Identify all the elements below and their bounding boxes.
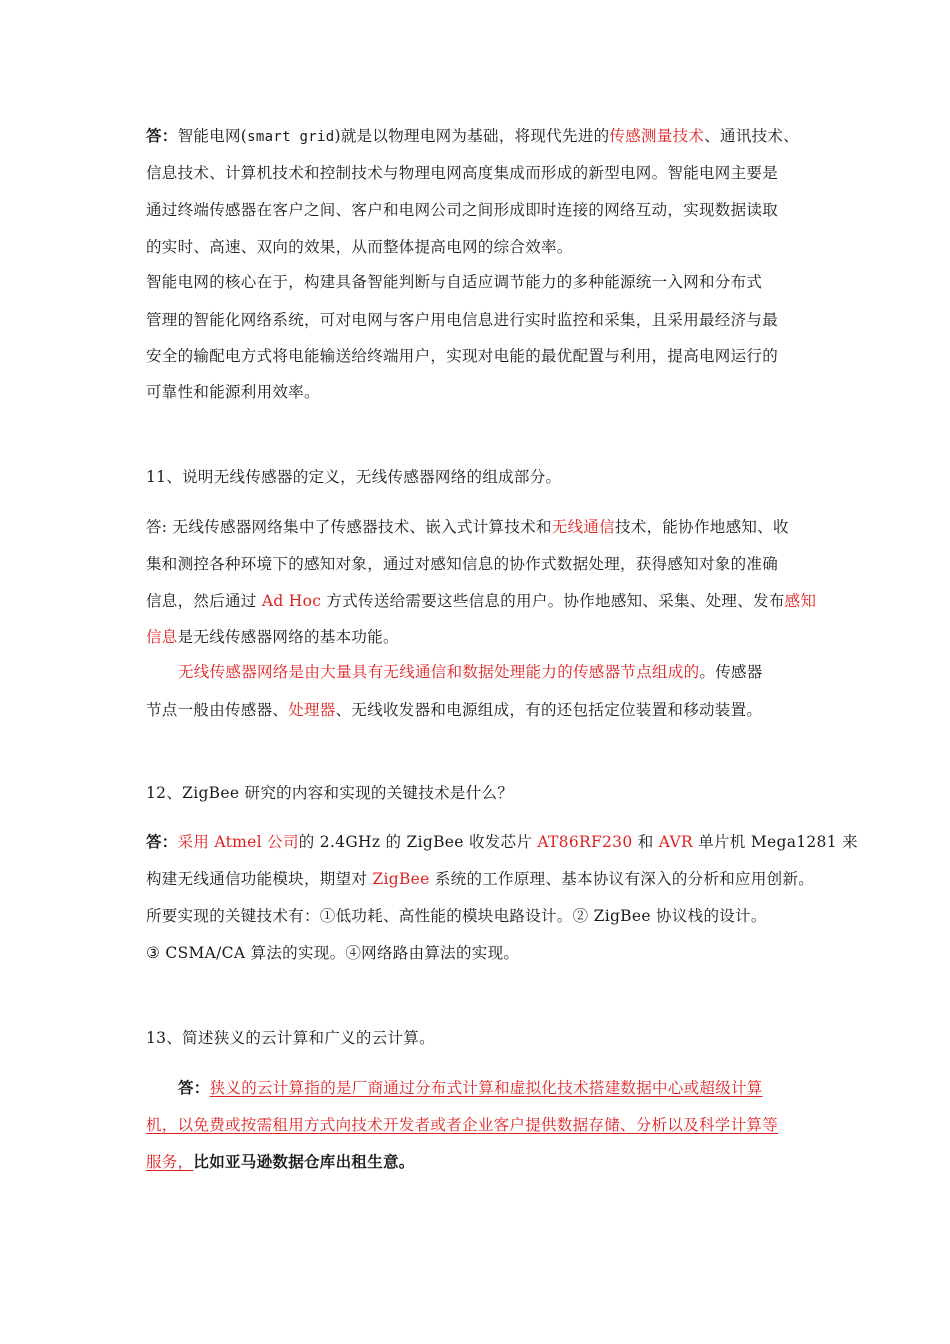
answer-10-line-4: 的实时、高速、双向的效果，从而整体提高电网的综合效率。 bbox=[146, 238, 573, 256]
answer-11-line-6: 节点一般由传感器、处理器、无线收发器和电源组成，有的还包括定位装置和移动装置。 bbox=[146, 701, 763, 719]
answer-13-line-3: 服务，比如亚马逊数据仓库出租生意。 bbox=[146, 1152, 415, 1171]
question-11: 11、说明无线传感器的定义，无线传感器网络的组成部分。 bbox=[146, 468, 562, 486]
answer-11-line-4: 信息是无线传感器网络的基本功能。 bbox=[146, 628, 399, 646]
answer-13-line-2: 机，以免费或按需租用方式向技术开发者或者企业客户提供数据存储、分析以及科学计算等 bbox=[146, 1116, 779, 1134]
answer-11-line-2: 集和测控各种环境下的感知对象，通过对感知信息的协作式数据处理，获得感知对象的准确 bbox=[146, 555, 779, 573]
answer-label: 答： bbox=[146, 832, 178, 851]
answer-12-line-3: 所要实现的关键技术有：①低功耗、高性能的模块电路设计。② ZigBee 协议栈的设计。 bbox=[146, 907, 767, 925]
answer-label: 答： bbox=[146, 126, 178, 145]
answer-11-line-1: 答: 无线传感器网络集中了传感器技术、嵌入式计算技术和无线通信技术，能协作地感知、收 bbox=[146, 518, 789, 536]
question-13: 13、简述狭义的云计算和广义的云计算。 bbox=[146, 1029, 435, 1047]
highlight-term: 传感测量技术 bbox=[609, 127, 705, 145]
answer-10-line-7: 安全的输配电方式将电能输送给终端用户，实现对电能的最优配置与利用，提高电网运行的 bbox=[146, 347, 779, 365]
answer-10-line-3: 通过终端传感器在客户之间、客户和电网公司之间形成即时连接的网络互动，实现数据读取 bbox=[146, 201, 779, 219]
answer-10-line-2: 信息技术、计算机技术和控制技术与物理电网高度集成而形成的新型电网。智能电网主要是 bbox=[146, 164, 779, 182]
answer-10-line-1: 答：智能电网(smart grid)就是以物理电网为基础，将现代先进的传感测量技术、通讯技术、 bbox=[146, 126, 800, 145]
answer-12-line-2: 构建无线通信功能模块，期望对 ZigBee 系统的工作原理、基本协议有深入的分析和应用创新。 bbox=[146, 870, 815, 888]
question-12: 12、ZigBee 研究的内容和实现的关键技术是什么？ bbox=[146, 784, 514, 802]
answer-12-line-4: ③ CSMA/CA 算法的实现。④网络路由算法的实现。 bbox=[146, 944, 520, 962]
answer-13-line-1: 答：狭义的云计算指的是厂商通过分布式计算和虚拟化技术搭建数据中心或超级计算 bbox=[178, 1078, 763, 1097]
answer-11-line-5: 无线传感器网络是由大量具有无线通信和数据处理能力的传感器节点组成的。传感器 bbox=[178, 663, 763, 681]
answer-11-line-3: 信息，然后通过 Ad Hoc 方式传送给需要这些信息的用户。协作地感知、采集、处理、发布感知 bbox=[146, 592, 817, 610]
answer-10-line-8: 可靠性和能源利用效率。 bbox=[146, 383, 320, 401]
answer-12-line-1: 答：采用 Atmel 公司的 2.4GHz 的 ZigBee 收发芯片 AT86RF230 和 AVR 单片机 Mega1281 来 bbox=[146, 832, 858, 851]
answer-10-line-5: 智能电网的核心在于，构建具备智能判断与自适应调节能力的多种能源统一入网和分布式 bbox=[146, 273, 763, 291]
answer-label: 答： bbox=[178, 1078, 210, 1097]
answer-10-line-6: 管理的智能化网络系统，可对电网与客户用电信息进行实时监控和采集，且采用最经济与最 bbox=[146, 311, 779, 329]
